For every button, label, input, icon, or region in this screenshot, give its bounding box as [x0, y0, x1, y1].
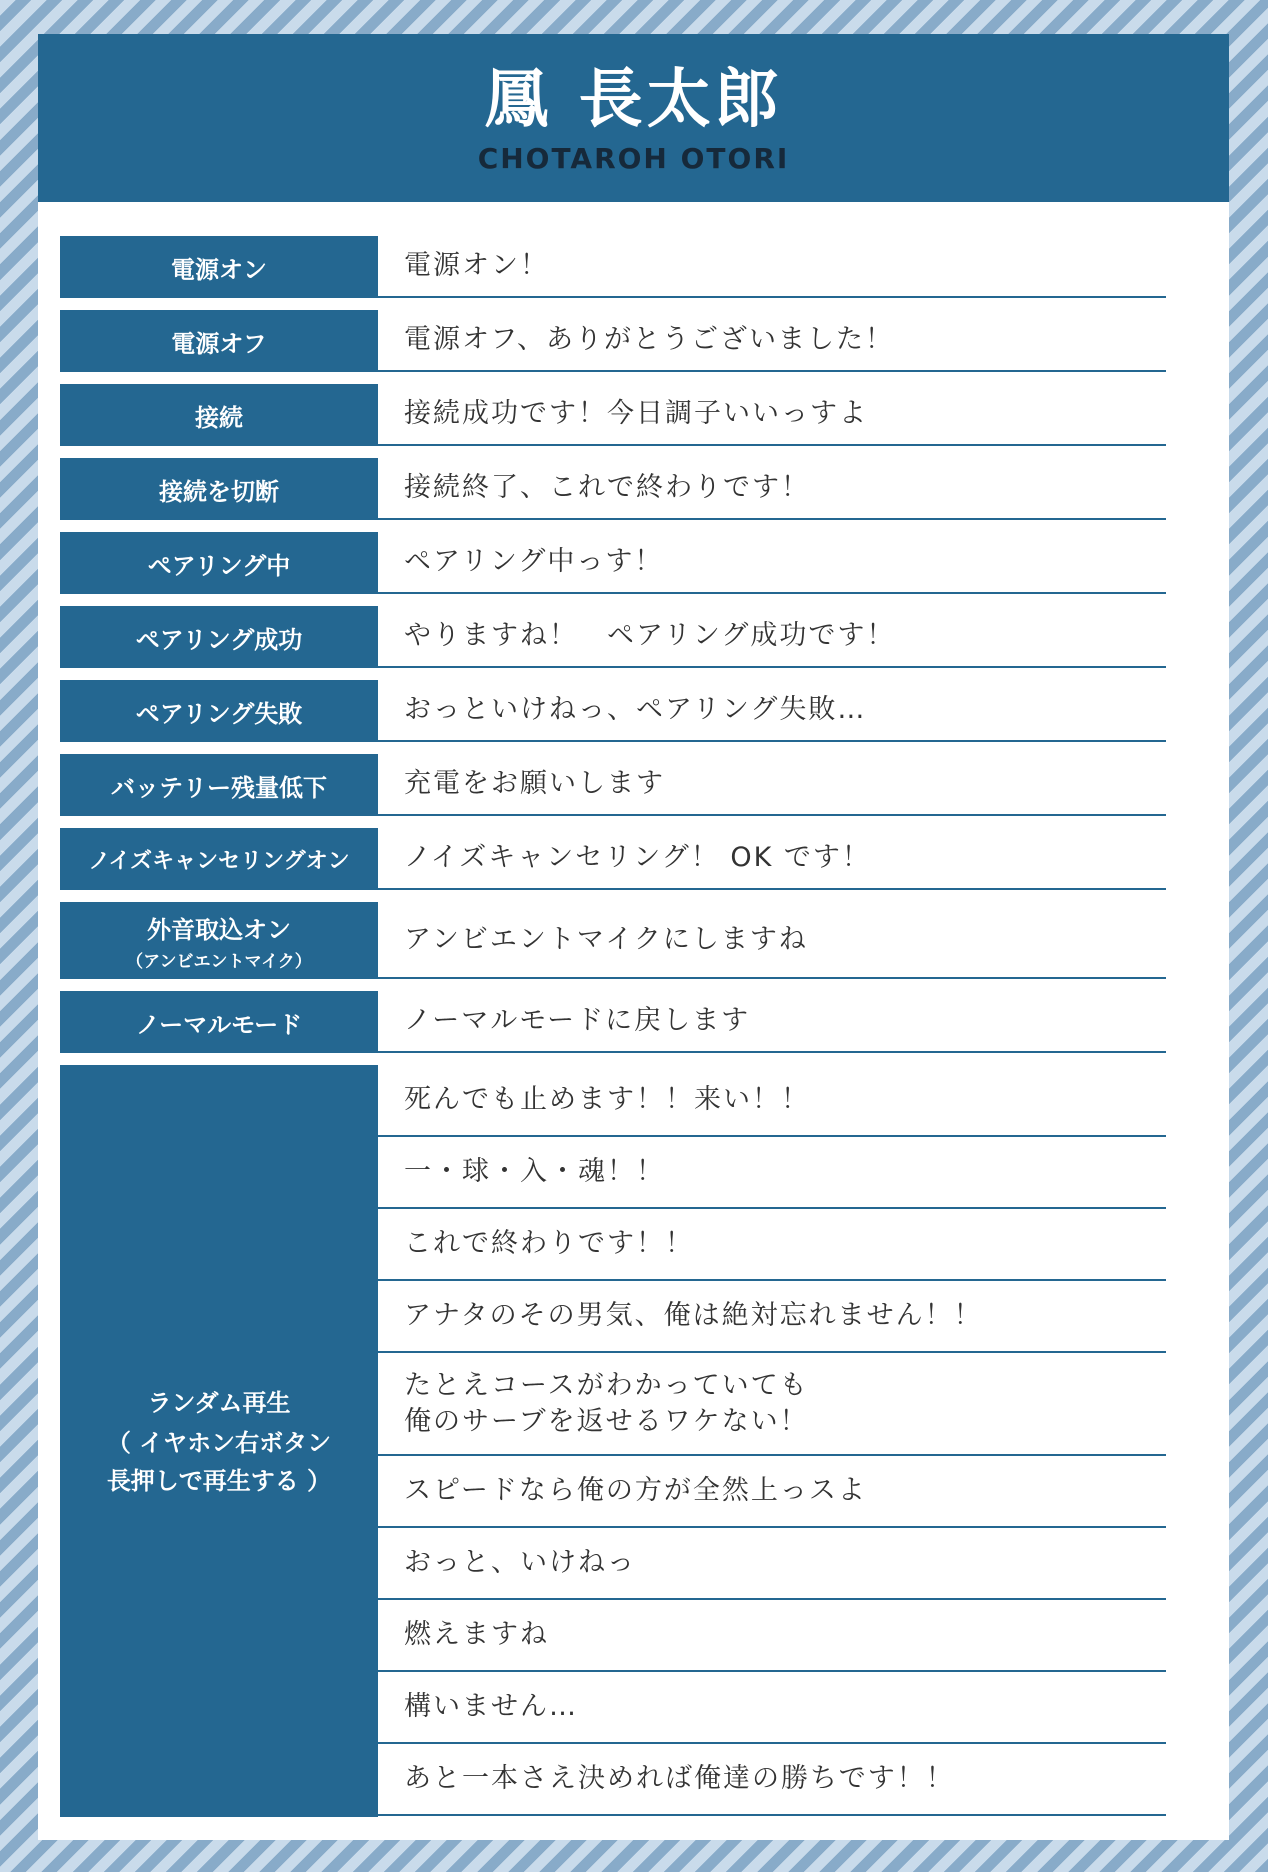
row-value: ノイズキャンセリング！ OK です！: [378, 828, 1166, 890]
table-row: [60, 458, 1166, 520]
row-sublabel: （アンビエントマイク）: [126, 951, 312, 972]
row-value: 電源オフ、ありがとうございました！: [378, 310, 1166, 372]
table-row: [60, 902, 1166, 979]
random-value: 一・球・入・魂！！: [378, 1137, 1166, 1209]
row-value: 接続成功です！今日調子いいっすよ: [378, 384, 1166, 446]
table-row: [60, 310, 1166, 372]
random-value: おっと、いけねっ: [378, 1528, 1166, 1600]
row-value: 電源オン！: [378, 236, 1166, 298]
row-value: 充電をお願いします: [378, 754, 1166, 816]
row-value: おっといけねっ、ペアリング失敗…: [378, 680, 1166, 742]
row-value: ノーマルモードに戻します: [378, 991, 1166, 1053]
random-value: あと一本さえ決めれば俺達の勝ちです！！: [378, 1744, 1166, 1816]
row-label: バッテリー残量低下: [60, 754, 378, 816]
row-label: ペアリング失敗: [60, 680, 378, 742]
row-label: 接続: [60, 384, 378, 446]
table-row: [60, 384, 1166, 446]
table-row: [60, 606, 1166, 668]
random-label: ランダム再生: [147, 1388, 291, 1417]
row-value: 接続終了、これで終わりです！: [378, 458, 1166, 520]
row-label: 電源オン: [60, 236, 378, 298]
row-label: ノイズキャンセリングオン: [60, 828, 378, 890]
table-row: [60, 236, 1166, 298]
row-value: ペアリング中っす！: [378, 532, 1166, 594]
row-label: ノーマルモード: [60, 991, 378, 1053]
row-label: ペアリング成功: [60, 606, 378, 668]
row-label-group: [60, 902, 378, 979]
header-banner: [38, 34, 1229, 202]
row-label: 接続を切断: [60, 458, 378, 520]
random-value: たとえコースがわかっていても 俺のサーブを返せるワケない！: [378, 1353, 1166, 1456]
voice-table: [60, 236, 1166, 1829]
random-values: [378, 1065, 1166, 1817]
random-sublabel-line1: （ イヤホン右ボタン: [106, 1428, 332, 1457]
random-value: 構いません…: [378, 1672, 1166, 1744]
random-value: アナタのその男気、俺は絶対忘れません！！: [378, 1281, 1166, 1353]
random-label-group: [60, 1065, 378, 1817]
table-row: [60, 532, 1166, 594]
row-value: やりますね！ ペアリング成功です！: [378, 606, 1166, 668]
row-label: ペアリング中: [60, 532, 378, 594]
row-label: 外音取込オン: [147, 915, 291, 944]
table-row: [60, 680, 1166, 742]
random-value: 燃えますね: [378, 1600, 1166, 1672]
character-name-en: CHOTAROH OTORI: [477, 142, 790, 175]
random-value: スピードなら俺の方が全然上っスよ: [378, 1456, 1166, 1528]
table-row-random: [60, 1065, 1166, 1817]
table-row: [60, 828, 1166, 890]
random-value: 死んでも止めます！！来い！！: [378, 1065, 1166, 1137]
table-row: [60, 754, 1166, 816]
random-sublabel-line2: 長押しで再生する ）: [106, 1466, 332, 1495]
random-value: これで終わりです！！: [378, 1209, 1166, 1281]
character-name-jp: 鳳 長太郎: [484, 63, 783, 137]
row-label: 電源オフ: [60, 310, 378, 372]
voice-list-card: [38, 34, 1229, 1840]
row-value: アンビエントマイクにしますね: [378, 902, 1166, 979]
table-row: [60, 991, 1166, 1053]
